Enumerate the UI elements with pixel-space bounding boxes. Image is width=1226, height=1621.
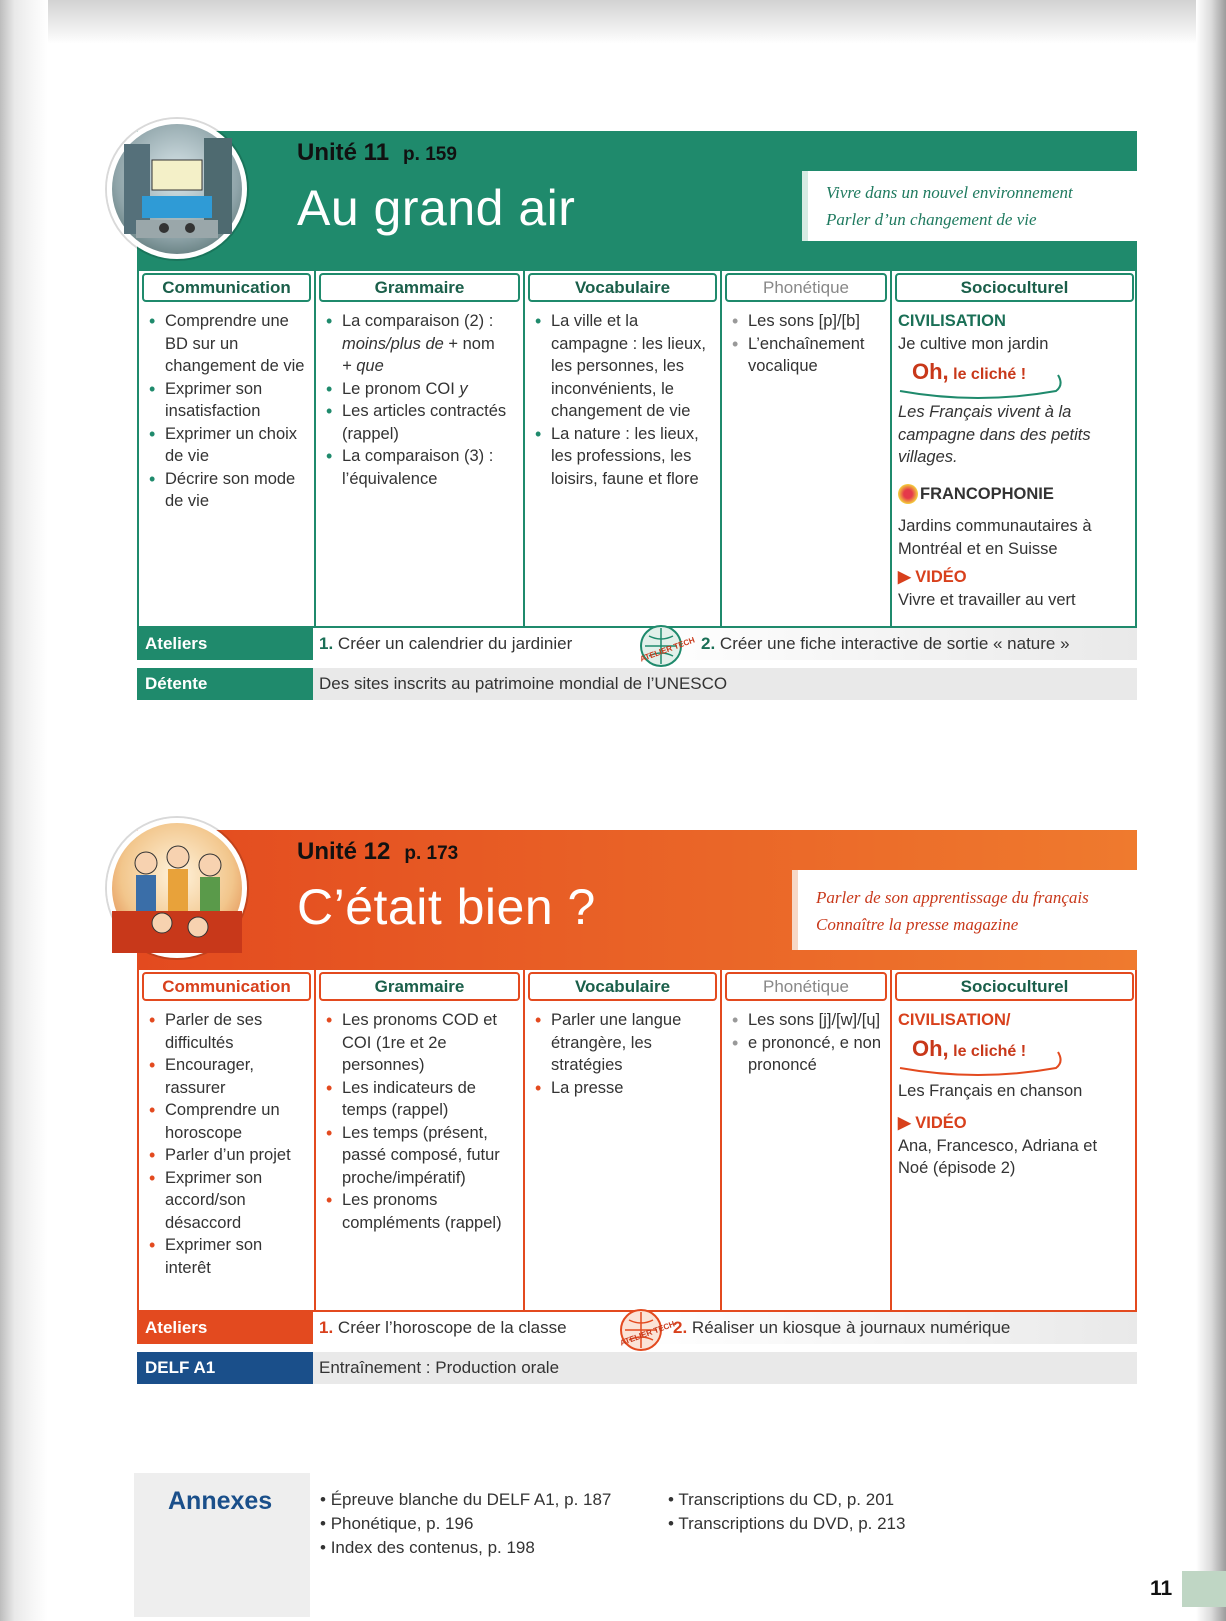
unit-11-goal-1: Vivre dans un nouvel environnement [826,183,1073,202]
detente-label: Détente [137,668,313,700]
list-item: • Phonétique, p. 196 [320,1512,611,1536]
list-item: • Exprimer son interêt [149,1234,306,1279]
annexes-section [134,1473,1137,1617]
col-head-vocabulaire: Vocabulaire [528,972,717,1001]
col-head-grammaire: Grammaire [319,273,520,302]
col-head-communication: Communication [142,273,311,302]
col-head-phonetique: Phonétique [725,972,887,1001]
francophonie-heading: FRANCOPHONIE [898,483,1129,506]
list-item: • Exprimer son insatisfaction [149,378,306,423]
civilisation-heading: CIVILISATION/ [898,1011,1011,1029]
video-text: Ana, Francesco, Adriana et Noé (épisode 2) [898,1136,1098,1177]
list-item: • Les pronoms compléments (rappel) [326,1189,515,1234]
atelier-2: 2. Réaliser un kiosque à journaux numérique [673,1318,1011,1337]
cliche-text: Les Français en chanson [898,1081,1083,1100]
list-item: • Décrire son mode de vie [149,468,306,513]
atelier-2: 2. Créer une fiche interactive de sortie « nature » [701,634,1070,653]
unit-11-page: p. 159 [403,144,457,165]
list-item: • Parler de ses difficultés [149,1009,306,1054]
unit-11-detente-row [137,668,1137,700]
col-head-socioculturel: Socioculturel [895,273,1134,302]
page-number: 11 [1150,1577,1173,1600]
list-item: • L’enchaînement vocalique [732,333,882,378]
unit-11-col-vocabulaire [525,271,722,626]
unit-12-col-vocabulaire [525,970,722,1310]
col-head-socioculturel: Socioculturel [895,972,1134,1001]
unit-12-ateliers-row [137,1312,1137,1348]
col-head-vocabulaire: Vocabulaire [528,273,717,302]
list-item: • Les sons [p]/[b] [732,310,882,333]
oh-le-cliche-logo: Oh, le cliché ! [912,1038,1062,1070]
list-item: • La ville et la campagne : les lieux, les personnes, les inconvénients, le changement de vie [535,310,712,423]
list-item: • e prononcé, e non prononcé [732,1032,882,1077]
page-number-tab [1182,1571,1226,1607]
list-item: • La comparaison (2) : moins/plus de + nom + que [326,310,515,378]
list-item: • Les sons [j]/[w]/[ɥ] [732,1009,882,1032]
delf-content: Entraînement : Production orale [313,1352,1137,1384]
civilisation-text: Je cultive mon jardin [898,334,1049,353]
page-top-shadow [0,0,1226,44]
unit-12-delf-row [137,1352,1137,1384]
list-item: • Les temps (présent, passé composé, futur proche/impératif) [326,1122,515,1190]
atelier-tech-logo [635,620,697,672]
ateliers-label: Ateliers [137,1312,313,1344]
list-item: • Comprendre une BD sur un changement de vie [149,310,306,378]
unit-12-page: p. 173 [404,843,459,864]
list-item: • Parler d’un projet [149,1144,306,1167]
list-item: • La comparaison (3) : l’équivalence [326,445,515,490]
unit-11-col-communication [139,271,316,626]
unit-12-section [137,830,1137,1395]
unit-11-illustration [107,119,247,259]
list-item: • Épreuve blanche du DELF A1, p. 187 [320,1488,611,1512]
svg-text:ATELIER TECH: ATELIER TECH [618,1319,677,1348]
page-left-edge [0,0,48,1621]
list-item: • Transcriptions du DVD, p. 213 [668,1512,905,1536]
unit-12-col-socioculturel [892,970,1137,1310]
list-item: • Les articles contractés (rappel) [326,400,515,445]
unit-12-col-communication [139,970,316,1310]
atelier-1-text: Créer un calendrier du jardinier [337,634,573,653]
unit-11-label: Unité 11 p. 159 [297,139,457,166]
unit-11-goal-2: Parler d’un changement de vie [826,210,1037,229]
col-head-grammaire: Grammaire [319,972,520,1001]
cliche-text: Les Français vivent à la campagne dans des petits villages. [898,403,1091,466]
ateliers-content: 1. Créer l’horoscope de la classe 2. Réaliser un kiosque à journaux numérique [313,1312,1137,1344]
francophonie-text: Jardins communautaires à Montréal et en Suisse [898,517,1092,558]
unit-12-illustration [107,818,247,958]
unit-11-ateliers-row [137,628,1137,664]
list-item: • La nature : les lieux, les professions, les loisirs, faune et flore [535,423,712,491]
page-right-edge [1196,0,1226,1621]
unit-11-title: Au grand air [297,180,576,236]
francophonie-dot-icon [898,484,918,504]
list-item: • Transcriptions du CD, p. 201 [668,1488,905,1512]
annexes-list-right [668,1488,905,1536]
list-item: • La presse [535,1077,712,1100]
unit-12-goals [792,870,1137,950]
unit-11-col-phonetique [722,271,892,626]
unit-11-col-grammaire [316,271,525,626]
list-item: • Parler une langue étrangère, les stratégies [535,1009,712,1077]
delf-label: DELF A1 [137,1352,313,1384]
unit-11-goals [802,171,1137,241]
svg-text:ATELIER TECH: ATELIER TECH [638,635,697,664]
list-item: • Encourager, rassurer [149,1054,306,1099]
list-item: • Index des contenus, p. 198 [320,1536,611,1560]
unit-12-goal-1: Parler de son apprentissage du français [816,888,1089,907]
list-item: • Exprimer un choix de vie [149,423,306,468]
oh-le-cliche-logo: Oh, le cliché ! [912,361,1062,393]
video-text: Vivre et travailler au vert [898,590,1076,609]
list-item: • Exprimer son accord/son désaccord [149,1167,306,1235]
atelier-1-text: Créer l’horoscope de la classe [337,1318,567,1337]
col-head-communication: Communication [142,972,311,1001]
unit-12-label: Unité 12 p. 173 [297,838,459,865]
unit-11-section [137,131,1137,706]
ateliers-label: Ateliers [137,628,313,660]
civilisation-heading: CIVILISATION [898,312,1006,330]
atelier-tech-logo [615,1304,677,1356]
list-item: • Les pronoms COD et COI (1re et 2e personnes) [326,1009,515,1077]
col-head-phonetique: Phonétique [725,273,887,302]
ateliers-content: 1. Créer un calendrier du jardinier 2. Créer une fiche interactive de sortie « nature » [313,628,1137,660]
unit-12-goal-2: Connaître la presse magazine [816,915,1019,934]
annexes-title: Annexes [168,1487,273,1515]
unit-11-col-socioculturel [892,271,1137,626]
list-item: • Les indicateurs de temps (rappel) [326,1077,515,1122]
annexes-list-left [320,1488,611,1560]
list-item: • Comprendre un horoscope [149,1099,306,1144]
video-heading: ▶ VIDÉO [898,1114,967,1132]
unit-12-content-grid [137,970,1137,1312]
detente-content: Des sites inscrits au patrimoine mondial de l’UNESCO [313,668,1137,700]
list-item: • Le pronom COI y [326,378,515,401]
video-heading: ▶ VIDÉO [898,568,967,586]
unit-12-col-phonetique [722,970,892,1310]
unit-11-content-grid [137,271,1137,628]
unit-12-title: C’était bien ? [297,879,596,935]
unit-12-col-grammaire [316,970,525,1310]
annexes-content [310,1473,1137,1617]
